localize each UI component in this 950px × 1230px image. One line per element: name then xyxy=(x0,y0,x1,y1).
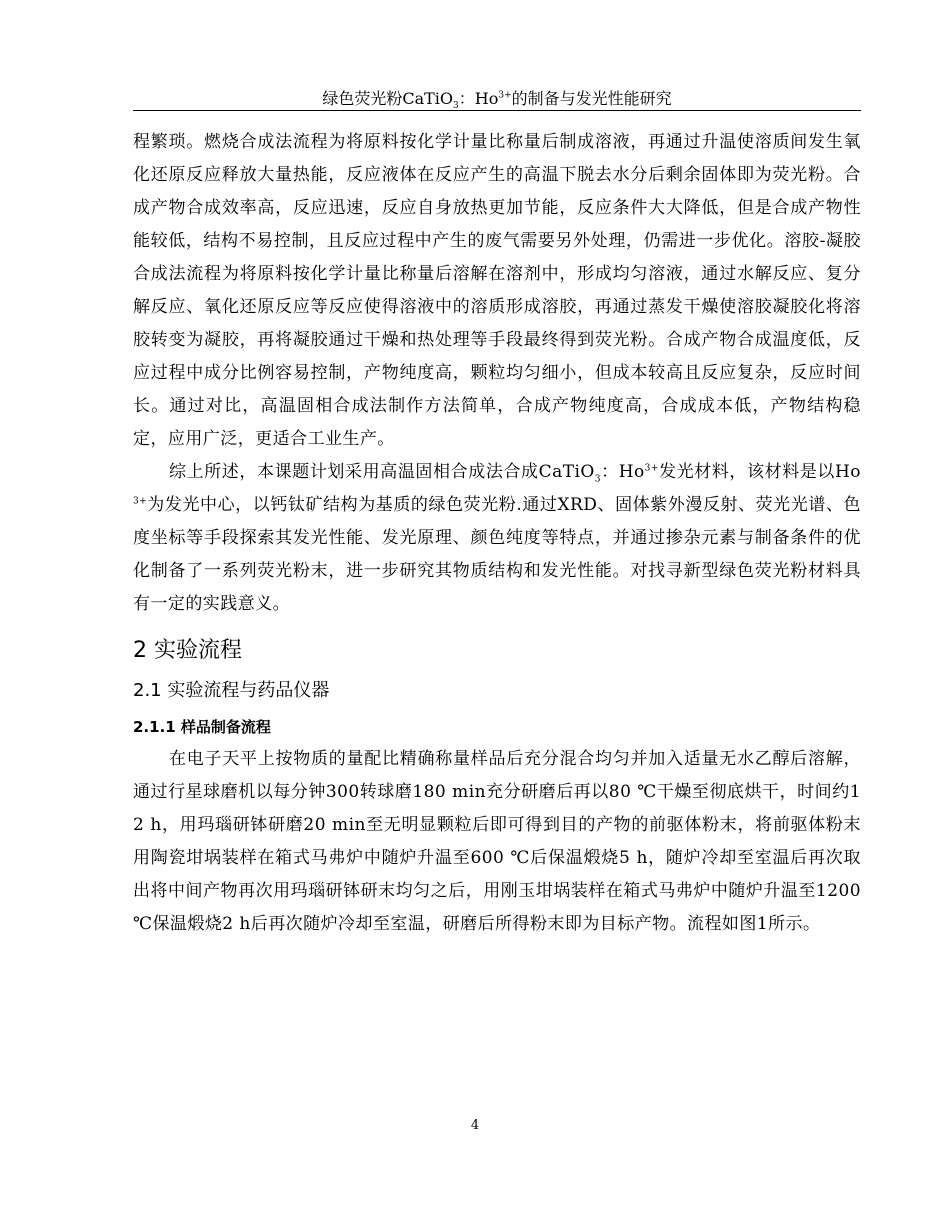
running-header: 绿色荧光粉CaTiO$_3$：$Ho^{3+}$的制备与发光性能研究 xyxy=(322,89,672,112)
paragraph-synthesis-methods: 程繁琐。燃烧合成法流程为将原料按化学计量比称量后制成溶液，再通过升温使溶质间发生氧化还原反应释放大量热能，反应液体在反应产生的高温下脱去水分后剩余固体即为荧光粉。合成产物合成效率高，反应迅速，反应自身放热更加节能，反应条件大大降低，但是合成产物性能较低，结构不易控制，且反应过程中产生的废气需要另外处理，仍需进一步优化。溶胶-凝胶合成法流程为将原料按化学计量比称量后溶解在溶剂中，形成均匀溶液，通过水解反应、复分解反应、氧化还原反应等反应使得溶液中的溶质形成溶胶，再通过蒸发干燥使溶胶凝胶化将溶胶转变为凝胶，再将凝胶通过干燥和热处理等手段最终得到荧光粉。合成产物合成温度低，反应过程中成分比例容易控制，产物纯度高，颗粒均匀细小，但成本较高且反应复杂，反应时间长。通过对比，高温固相合成法制作方法简单，合成产物纯度高，合成成本低，产物结构稳定，应用广泛，更适合工业生产。 xyxy=(133,132,861,449)
page-body xyxy=(133,126,861,941)
subsubsection-heading: 2.1.1 样品制备流程 xyxy=(133,718,271,736)
subsection-heading: 2.1 实验流程与药品仪器 xyxy=(133,680,330,701)
paragraph-summary: 综上所述，本课题计划采用高温固相合成法合成CaTiO$_3$：$Ho^{3+}$发光材料，该材料是以$Ho^{3+}$为发光中心，以钙钛矿结构为基质的绿色荧光粉.通过XRD、固体紫外漫反射、荧光光谱、色度坐标等手段探索其发光性能、发光原理、颜色纯度等特点，并通过掺杂元素与制备条件的优化制备了一系列荧光粉末，进一步研究其物质结构和发光性能。对找寻新型绿色荧光粉材料具有一定的实践意义。 xyxy=(133,462,861,614)
header-rule xyxy=(133,110,861,111)
section-heading: 2 实验流程 xyxy=(133,638,242,663)
page-number: 4 xyxy=(470,1118,480,1133)
paragraph-preparation-procedure: 在电子天平上按物质的量配比精确称量样品后充分混合均匀并加入适量无水乙醇后溶解，通过行星球磨机以每分钟300转球磨180 min充分研磨后再以80 ℃干燥至彻底烘干，时间约12 h，用玛瑙研钵研磨20 min至无明显颗粒后即可得到目的产物的前驱体粉末，将前驱体粉末用陶瓷坩埚装样在箱式马弗炉中随炉升温至600 ℃后保温煅烧5 h，随炉冷却至室温后再次取出将中间产物再次用玛瑙研钵研末均匀之后，用刚玉坩埚装样在箱式马弗炉中随炉升温至1200 ℃保温煅烧2 h后再次随炉冷却至室温，研磨后所得粉末即为目标产物。流程如图1所示。 xyxy=(133,749,861,934)
